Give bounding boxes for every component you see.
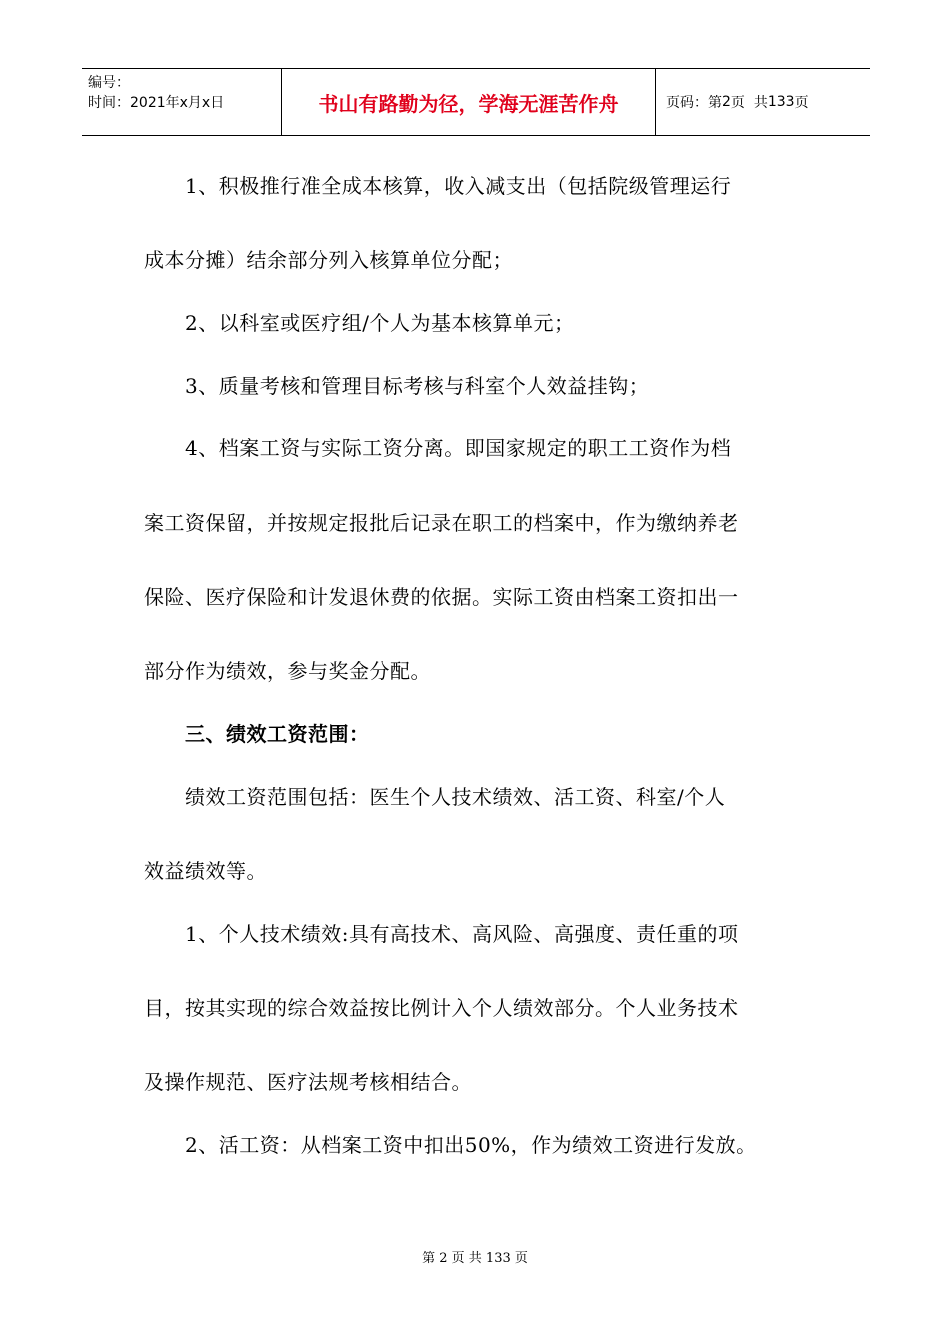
page-label-prefix: 页码：第 (666, 95, 722, 111)
header-motto: 书山有路勤为径，学海无涯苦作舟 (282, 69, 656, 135)
body-line: 3、质量考核和管理目标考核与科室个人效益挂钩； (144, 374, 650, 398)
body-line: 部分作为绩效，参与奖金分配。 (144, 659, 431, 683)
body-line: 1、个人技术绩效:具有高技术、高风险、高强度、责任重的项 (144, 922, 739, 946)
page-total: 133 (767, 94, 795, 110)
body-line: 案工资保留，并按规定报批后记录在职工的档案中，作为缴纳养老 (144, 511, 739, 535)
body-line: 4、档案工资与实际工资分离。即国家规定的职工工资作为档 (144, 436, 732, 460)
number-label: 编号： (88, 75, 130, 91)
body-line: 效益绩效等。 (144, 859, 267, 883)
body-line: 目，按其实现的综合效益按比例计入个人绩效部分。个人业务技术 (144, 996, 739, 1020)
body-line: 2、以科室或医疗组/个人为基本核算单元； (144, 311, 575, 335)
body-line: 绩效工资范围包括：医生个人技术绩效、活工资、科室/个人 (144, 785, 726, 809)
body-line: 及操作规范、医疗法规考核相结合。 (144, 1070, 472, 1094)
body-line: 1、积极推行准全成本核算，收入减支出（包括院级管理运行 (144, 174, 732, 198)
page-footer: 第 2 页 共 133 页 (422, 1251, 528, 1266)
page-header (82, 68, 870, 136)
body-line: 2、活工资：从档案工资中扣出50%，作为绩效工资进行发放。 (144, 1133, 757, 1157)
page-label-suffix: 页 (794, 95, 809, 111)
header-meta (82, 69, 282, 135)
header-page-info (656, 69, 870, 135)
body-line: 成本分摊）结余部分列入核算单位分配； (144, 248, 513, 272)
page-label-mid: 页 共 (730, 95, 768, 111)
body-line: 保险、医疗保险和计发退休费的依据。实际工资由档案工资扣出一 (144, 585, 739, 609)
time-label: 时间：2021年x月x日 (88, 95, 225, 111)
section-heading: 三、绩效工资范围： (144, 722, 370, 746)
page-current: 2 (722, 94, 731, 110)
